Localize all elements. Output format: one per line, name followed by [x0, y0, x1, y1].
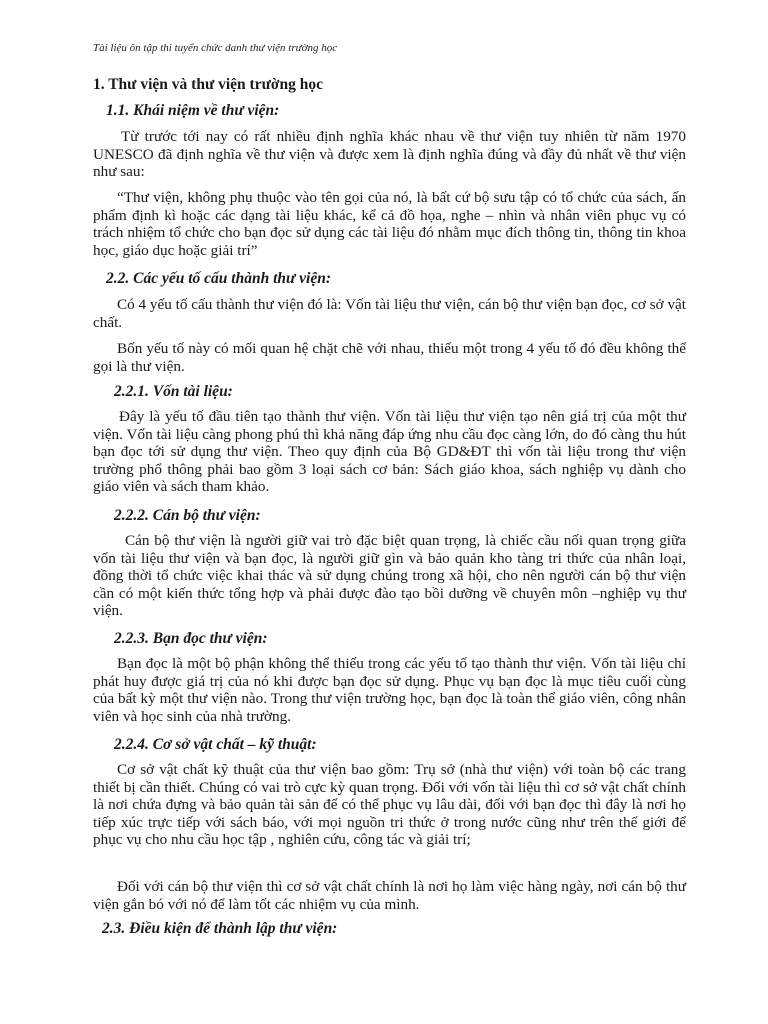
paragraph-2: “Thư viện, không phụ thuộc vào tên gọi của nó, là bất cứ bộ sưu tập có tổ chức của sách, ấn phẩm định kì hoặc các dạng tài liệu khác, kể cả đồ họa, nghe – nhìn và nhân viên phục vụ có trách nhiệm tổ chức cho bạn đọc sử dụng các tài liệu đó nhằm mục đích thông tin, thông tin khoa học, giáo dục hoặc giải trí”	[93, 189, 686, 259]
paragraph-4: Bốn yếu tố này có mối quan hệ chặt chẽ với nhau, thiếu một trong 4 yếu tố đó đều không thể gọi là thư viện.	[93, 340, 686, 375]
heading-2-2: 2.2. Các yếu tố cấu thành thư viện:	[106, 270, 332, 287]
heading-2-3: 2.3. Điều kiện để thành lập thư viện:	[102, 920, 338, 937]
paragraph-5: Đây là yếu tố đầu tiên tạo thành thư viện. Vốn tài liệu thư viện tạo nên giá trị của một thư viện. Vốn tài liệu càng phong phú thì khả năng đáp ứng nhu cầu đọc càng lớn, do đó càng thu hút bạn đọc tới sử dụng thư viện. Theo quy định của Bộ GD&ĐT thì vốn tài liệu trong thư viện trường phổ thông phải bao gồm 3 loại sách cơ bản: Sách giáo khoa, sách nghiệp vụ dành cho giáo viên và sách tham khảo.	[93, 408, 686, 495]
heading-2-2-4: 2.2.4. Cơ sở vật chất – kỹ thuật:	[114, 736, 317, 753]
paragraph-8: Cơ sở vật chất kỹ thuật của thư viện bao gồm: Trụ sở (nhà thư viện) với toàn bộ các trang thiết bị cần thiết. Chúng có vai trò cực kỳ quan trọng. Đối với vốn tài liệu thì cơ sở vật chất chính là nơi chứa đựng và bảo quản tài sản để có thể phục vụ lâu dài, đối với bạn đọc thì đây là nơi họ tiếp xúc trực tiếp với sách báo, với mọi nguồn tri thức ở trong nước cũng như trên thế giới để phục vụ cho nhu cầu học tập , nghiên cứu, công tác và giải trí;	[93, 761, 686, 848]
heading-2-2-3: 2.2.3. Bạn đọc thư viện:	[114, 630, 268, 647]
heading-1-1: 1.1. Khái niệm về thư viện:	[106, 102, 280, 119]
heading-section-1: 1. Thư viện và thư viện trường học	[93, 76, 323, 93]
running-header: Tài liệu ôn tập thi tuyển chức danh thư viện trường học	[93, 42, 338, 54]
heading-2-2-1: 2.2.1. Vốn tài liệu:	[114, 383, 233, 400]
paragraph-9: Đối với cán bộ thư viện thì cơ sở vật chất chính là nơi họ làm việc hàng ngày, nơi cán bộ thư viện gắn bó với nó để làm tốt các nhiệm vụ của mình.	[93, 878, 686, 913]
heading-2-2-2: 2.2.2. Cán bộ thư viện:	[114, 507, 261, 524]
paragraph-6: Cán bộ thư viện là người giữ vai trò đặc biệt quan trọng, là chiếc cầu nối quan trọng giữa vốn tài liệu thư viện và bạn đọc, là người giữ gìn và bảo quản kho tàng tri thức của nhân loại, đồng thời tổ chức việc khai thác và sử dụng chúng trong xã hội, cho nên người cán bộ thư viện cần có một kiến thức tổng hợp và phải được đào tạo bồi dưỡng về chuyên môn –nghiệp vụ thư viện.	[93, 532, 686, 619]
paragraph-7: Bạn đọc là một bộ phận không thể thiếu trong các yếu tố tạo thành thư viện. Vốn tài liệu chỉ phát huy được giá trị của nó khi được bạn đọc sử dụng. Phục vụ bạn đọc là mục tiêu cuối cùng của bất kỳ một thư viện nào. Trong thư viện trường học, bạn đọc là toàn thể giáo viên, công nhân viên và học sinh của nhà trường.	[93, 655, 686, 725]
paragraph-1: Từ trước tới nay có rất nhiều định nghĩa khác nhau về thư viện tuy nhiên từ năm 1970 UNESCO đã định nghĩa về thư viện và được xem là định nghĩa đúng và đầy đủ nhất về thư viện như sau:	[93, 128, 686, 180]
paragraph-3: Có 4 yếu tố cấu thành thư viện đó là: Vốn tài liệu thư viện, cán bộ thư viện bạn đọc, cơ sở vật chất.	[93, 296, 686, 331]
